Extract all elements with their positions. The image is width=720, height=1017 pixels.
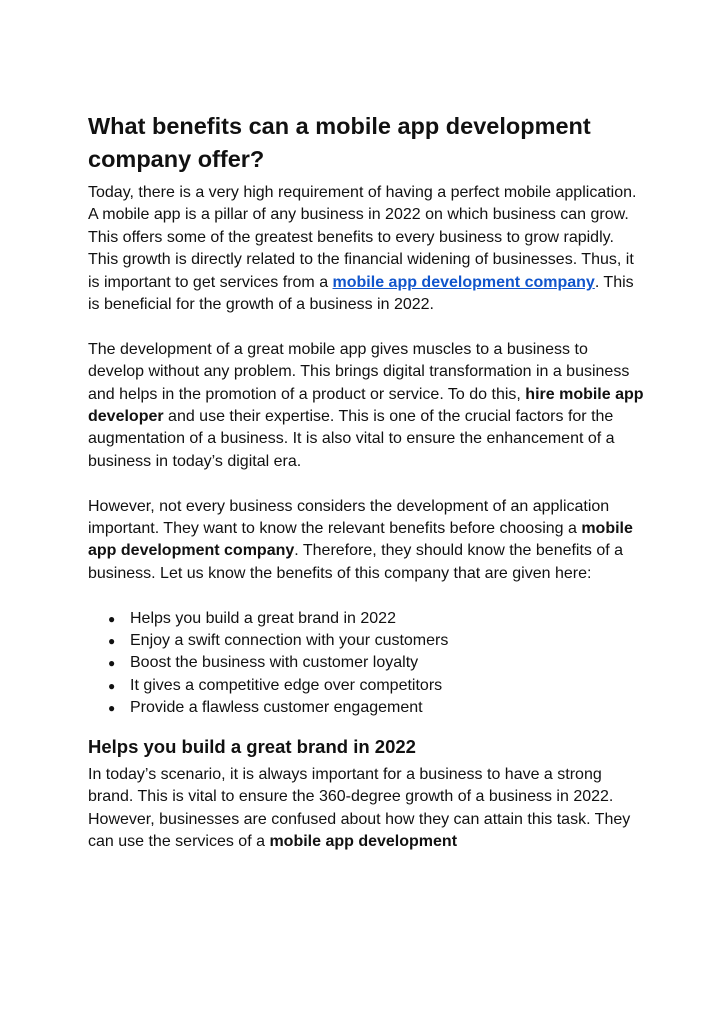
mobile-app-development-company-link[interactable]: mobile app development company — [332, 273, 595, 291]
benefits-list — [88, 608, 648, 720]
company-bold: mobile app development company — [88, 520, 633, 560]
intro-paragraph — [88, 182, 648, 316]
development-paragraph — [88, 339, 648, 473]
bullet-icon: ● — [108, 701, 116, 716]
list-item — [88, 608, 648, 630]
list-item-label: Provide a flawless customer engagement — [130, 699, 423, 717]
brand-paragraph — [88, 764, 648, 854]
list-item — [88, 675, 648, 697]
hire-developer-bold: hire mobile app developer — [88, 385, 644, 426]
list-item-label: Enjoy a swift connection with your customers — [130, 632, 449, 650]
section-heading: Helps you build a great brand in 2022 — [88, 735, 416, 757]
bullet-icon: ● — [108, 678, 116, 693]
bullet-icon: ● — [108, 634, 116, 649]
benefits-intro-paragraph — [88, 496, 648, 586]
intro-text-end: . This is beneficial for the growth of a business in 2022. — [88, 273, 634, 314]
mobile-app-development-bold: mobile app development — [269, 832, 458, 850]
bullet-icon: ● — [108, 611, 116, 626]
list-item — [88, 652, 648, 674]
list-item-label: Helps you build a great brand in 2022 — [130, 609, 396, 627]
list-item — [88, 630, 648, 652]
benefits-intro-text-start: However, not every business considers the development of an application important. They want to know the relevant benefits before choosing a — [88, 497, 610, 538]
development-text-start: The development of a great mobile app gives muscles to a business to develop without any problem. This brings digital transformation in a business and helps in the promotion of a product or service. To do this, — [88, 340, 630, 403]
intro-text-start: Today, there is a very high requirement of having a perfect mobile application. A mobile app is a pillar of any business in 2022 on which business can grow. This offers some of the greatest benefits to every business to grow rapidly. This growth is directly related to the financial widening of businesses. Thus, it is important to get services from a — [88, 184, 637, 291]
document-page — [88, 110, 648, 853]
brand-text-start: In today’s scenario, it is always important for a business to have a strong brand. This is vital to ensure the 360-degree growth of a business in 2022. However, businesses are confused about how they can attain this task. They can use the services of a — [88, 765, 631, 850]
list-item-label: Boost the business with customer loyalty — [130, 654, 419, 672]
list-item-label: It gives a competitive edge over competitors — [130, 676, 443, 694]
article-title: What benefits can a mobile app development company offer? — [88, 113, 591, 172]
list-item — [88, 697, 648, 719]
bullet-icon: ● — [108, 656, 116, 671]
benefits-intro-text-end: . Therefore, they should know the benefits of a business. Let us know the benefits of this company that are given here: — [88, 542, 624, 582]
development-text-end: and use their expertise. This is one of the crucial factors for the augmentation of a business. It is also vital to ensure the enhancement of a business in today’s digital era. — [88, 408, 615, 470]
